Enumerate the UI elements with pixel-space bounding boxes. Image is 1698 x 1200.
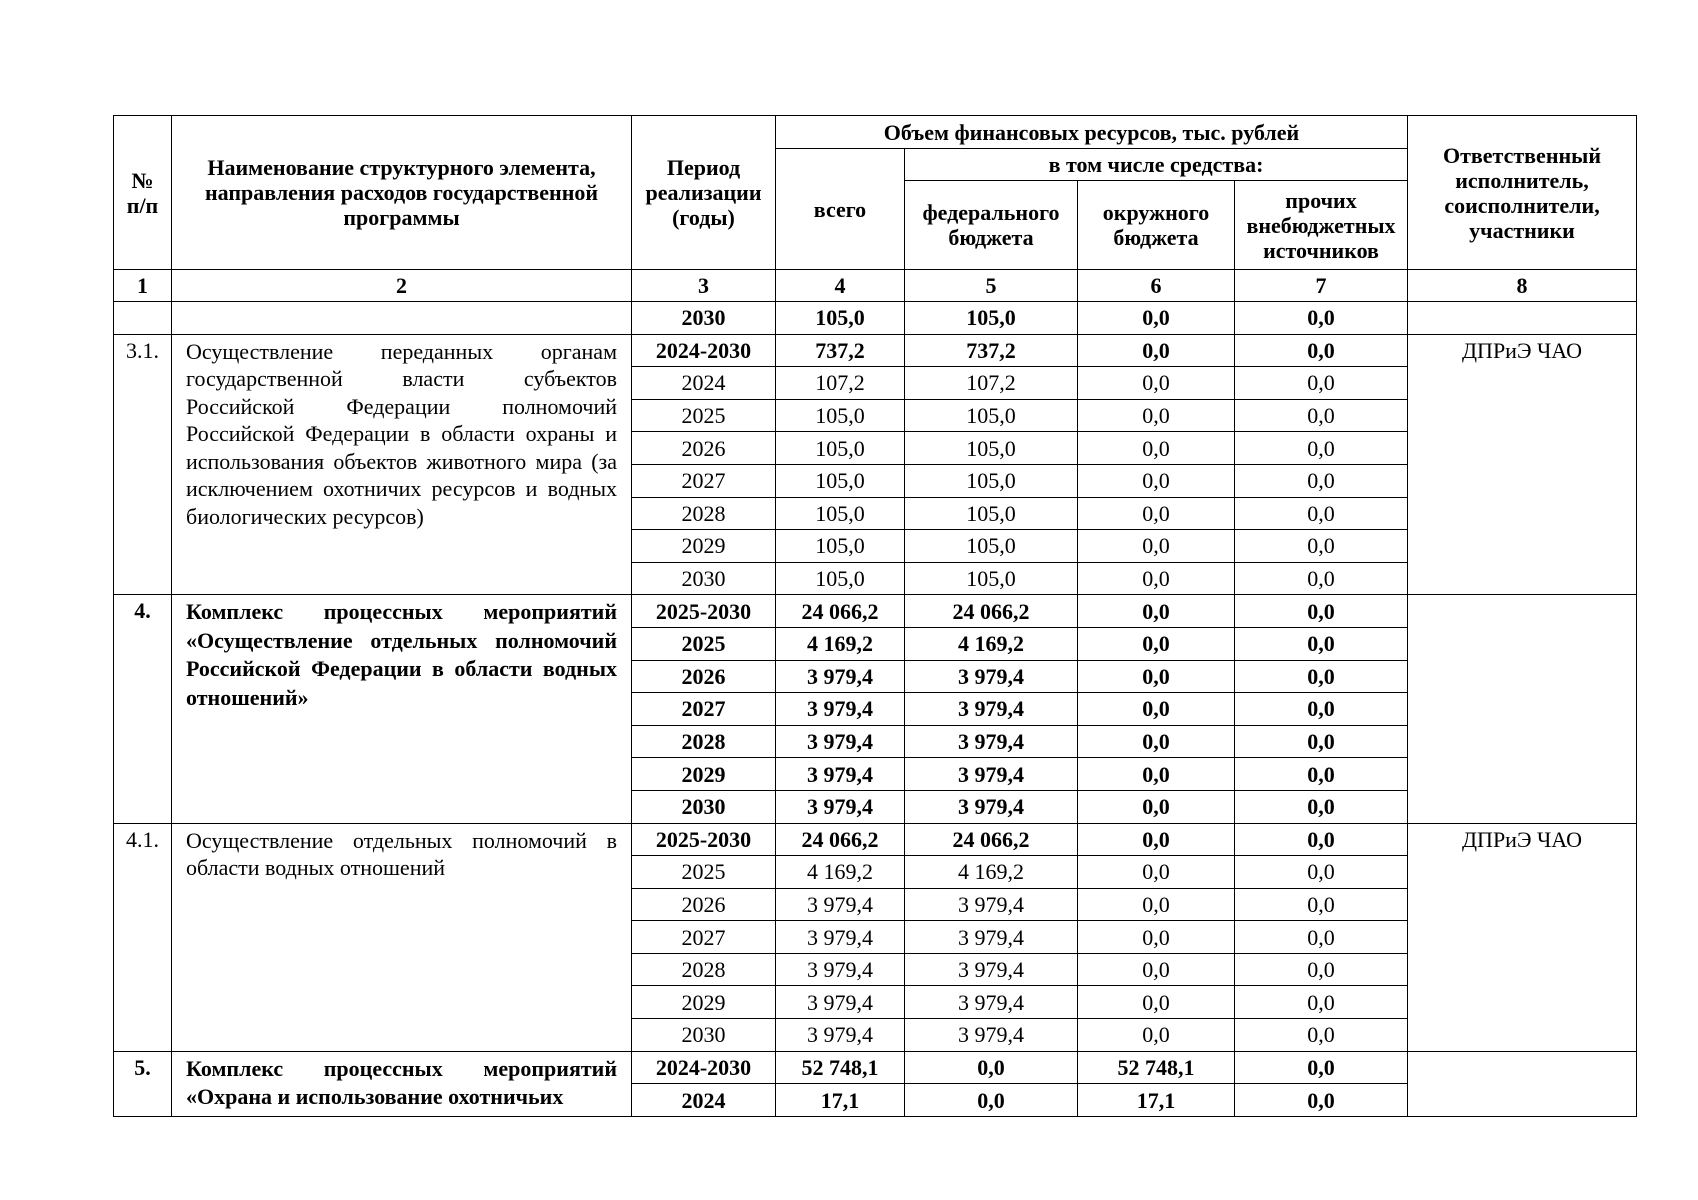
period-cell: 2030 bbox=[632, 302, 776, 335]
total-cell: 3 979,4 bbox=[776, 986, 905, 1019]
federal-cell: 3 979,4 bbox=[905, 888, 1078, 921]
header-total: всего bbox=[776, 149, 905, 270]
total-cell: 3 979,4 bbox=[776, 790, 905, 823]
federal-cell: 105,0 bbox=[905, 302, 1078, 335]
federal-cell: 3 979,4 bbox=[905, 660, 1078, 693]
total-cell: 52 748,1 bbox=[776, 1051, 905, 1084]
total-cell: 3 979,4 bbox=[776, 660, 905, 693]
district-cell: 0,0 bbox=[1078, 953, 1235, 986]
period-cell: 2025-2030 bbox=[632, 595, 776, 628]
other-cell: 0,0 bbox=[1235, 334, 1408, 367]
period-cell: 2025 bbox=[632, 399, 776, 432]
federal-cell: 105,0 bbox=[905, 562, 1078, 595]
period-cell: 2025-2030 bbox=[632, 823, 776, 856]
district-cell: 0,0 bbox=[1078, 856, 1235, 889]
district-cell: 0,0 bbox=[1078, 790, 1235, 823]
table-row bbox=[114, 823, 1637, 856]
district-cell: 0,0 bbox=[1078, 986, 1235, 1019]
period-cell: 2024 bbox=[632, 1084, 776, 1117]
responsible-executor bbox=[1408, 595, 1637, 823]
period-cell: 2027 bbox=[632, 921, 776, 954]
district-cell: 0,0 bbox=[1078, 921, 1235, 954]
col-number: 4 bbox=[776, 270, 905, 302]
row-number: 5. bbox=[114, 1051, 172, 1116]
district-cell: 0,0 bbox=[1078, 660, 1235, 693]
federal-cell: 105,0 bbox=[905, 497, 1078, 530]
district-cell: 0,0 bbox=[1078, 399, 1235, 432]
other-cell: 0,0 bbox=[1235, 399, 1408, 432]
header-period: Период реализации (годы) bbox=[632, 116, 776, 270]
other-cell: 0,0 bbox=[1235, 758, 1408, 791]
period-cell: 2026 bbox=[632, 660, 776, 693]
total-cell: 24 066,2 bbox=[776, 823, 905, 856]
other-cell: 0,0 bbox=[1235, 595, 1408, 628]
federal-cell: 4 169,2 bbox=[905, 627, 1078, 660]
other-cell: 0,0 bbox=[1235, 302, 1408, 335]
federal-cell: 3 979,4 bbox=[905, 986, 1078, 1019]
empty-cell bbox=[114, 302, 172, 335]
federal-cell: 105,0 bbox=[905, 432, 1078, 465]
district-cell: 0,0 bbox=[1078, 432, 1235, 465]
other-cell: 0,0 bbox=[1235, 888, 1408, 921]
financing-table bbox=[113, 115, 1637, 1117]
other-cell: 0,0 bbox=[1235, 986, 1408, 1019]
district-cell: 0,0 bbox=[1078, 823, 1235, 856]
total-cell: 105,0 bbox=[776, 464, 905, 497]
other-cell: 0,0 bbox=[1235, 367, 1408, 400]
other-cell: 0,0 bbox=[1235, 856, 1408, 889]
district-cell: 0,0 bbox=[1078, 595, 1235, 628]
period-cell: 2027 bbox=[632, 693, 776, 726]
district-cell: 0,0 bbox=[1078, 562, 1235, 595]
total-cell: 3 979,4 bbox=[776, 725, 905, 758]
element-name: Осуществление отдельных полномочий в области водных отношений bbox=[172, 823, 632, 1051]
col-number: 5 bbox=[905, 270, 1078, 302]
period-cell: 2030 bbox=[632, 562, 776, 595]
period-cell: 2026 bbox=[632, 888, 776, 921]
period-cell: 2024 bbox=[632, 367, 776, 400]
period-cell: 2025 bbox=[632, 856, 776, 889]
col-number: 2 bbox=[172, 270, 632, 302]
federal-cell: 105,0 bbox=[905, 464, 1078, 497]
header-name: Наименование структурного элемента, направления расходов государственной программы bbox=[172, 116, 632, 270]
total-cell: 105,0 bbox=[776, 497, 905, 530]
col-number: 1 bbox=[114, 270, 172, 302]
district-cell: 0,0 bbox=[1078, 530, 1235, 563]
period-cell: 2030 bbox=[632, 790, 776, 823]
table-row bbox=[114, 334, 1637, 367]
total-cell: 4 169,2 bbox=[776, 627, 905, 660]
federal-cell: 24 066,2 bbox=[905, 595, 1078, 628]
row-number: 4. bbox=[114, 595, 172, 823]
district-cell: 0,0 bbox=[1078, 758, 1235, 791]
federal-cell: 3 979,4 bbox=[905, 790, 1078, 823]
other-cell: 0,0 bbox=[1235, 660, 1408, 693]
period-cell: 2028 bbox=[632, 497, 776, 530]
period-cell: 2026 bbox=[632, 432, 776, 465]
other-cell: 0,0 bbox=[1235, 953, 1408, 986]
federal-cell: 4 169,2 bbox=[905, 856, 1078, 889]
other-cell: 0,0 bbox=[1235, 432, 1408, 465]
total-cell: 737,2 bbox=[776, 334, 905, 367]
federal-cell: 107,2 bbox=[905, 367, 1078, 400]
period-cell: 2025 bbox=[632, 627, 776, 660]
table-row bbox=[114, 595, 1637, 628]
total-cell: 105,0 bbox=[776, 302, 905, 335]
federal-cell: 3 979,4 bbox=[905, 953, 1078, 986]
district-cell: 0,0 bbox=[1078, 367, 1235, 400]
total-cell: 3 979,4 bbox=[776, 758, 905, 791]
other-cell: 0,0 bbox=[1235, 1051, 1408, 1084]
district-cell: 0,0 bbox=[1078, 302, 1235, 335]
other-cell: 0,0 bbox=[1235, 790, 1408, 823]
col-number: 8 bbox=[1408, 270, 1637, 302]
period-cell: 2027 bbox=[632, 464, 776, 497]
total-cell: 17,1 bbox=[776, 1084, 905, 1117]
other-cell: 0,0 bbox=[1235, 530, 1408, 563]
responsible-executor bbox=[1408, 1051, 1637, 1116]
total-cell: 3 979,4 bbox=[776, 1019, 905, 1052]
period-cell: 2024-2030 bbox=[632, 334, 776, 367]
federal-cell: 3 979,4 bbox=[905, 921, 1078, 954]
other-cell: 0,0 bbox=[1235, 562, 1408, 595]
district-cell: 0,0 bbox=[1078, 334, 1235, 367]
total-cell: 3 979,4 bbox=[776, 953, 905, 986]
total-cell: 105,0 bbox=[776, 399, 905, 432]
district-cell: 0,0 bbox=[1078, 693, 1235, 726]
district-cell: 0,0 bbox=[1078, 497, 1235, 530]
element-name: Комплекс процессных мероприятий «Охрана и использование охотничьих bbox=[172, 1051, 632, 1116]
other-cell: 0,0 bbox=[1235, 1019, 1408, 1052]
responsible-executor: ДПРиЭ ЧАО bbox=[1408, 823, 1637, 1051]
other-cell: 0,0 bbox=[1235, 823, 1408, 856]
total-cell: 105,0 bbox=[776, 562, 905, 595]
table-row bbox=[114, 302, 1637, 335]
district-cell: 0,0 bbox=[1078, 1019, 1235, 1052]
other-cell: 0,0 bbox=[1235, 725, 1408, 758]
other-cell: 0,0 bbox=[1235, 497, 1408, 530]
header-other: прочих внебюджетных источников bbox=[1235, 181, 1408, 270]
header-district: окружного бюджета bbox=[1078, 181, 1235, 270]
district-cell: 17,1 bbox=[1078, 1084, 1235, 1117]
period-cell: 2028 bbox=[632, 953, 776, 986]
federal-cell: 0,0 bbox=[905, 1051, 1078, 1084]
district-cell: 0,0 bbox=[1078, 627, 1235, 660]
federal-cell: 3 979,4 bbox=[905, 693, 1078, 726]
district-cell: 0,0 bbox=[1078, 725, 1235, 758]
district-cell: 52 748,1 bbox=[1078, 1051, 1235, 1084]
row-number: 3.1. bbox=[114, 334, 172, 595]
total-cell: 3 979,4 bbox=[776, 888, 905, 921]
total-cell: 105,0 bbox=[776, 432, 905, 465]
other-cell: 0,0 bbox=[1235, 921, 1408, 954]
header-federal: федерального бюджета bbox=[905, 181, 1078, 270]
federal-cell: 24 066,2 bbox=[905, 823, 1078, 856]
federal-cell: 3 979,4 bbox=[905, 725, 1078, 758]
federal-cell: 0,0 bbox=[905, 1084, 1078, 1117]
element-name: Комплекс процессных мероприятий «Осуществление отдельных полномочий Российской Федерации в области водных отношений» bbox=[172, 595, 632, 823]
period-cell: 2030 bbox=[632, 1019, 776, 1052]
total-cell: 105,0 bbox=[776, 530, 905, 563]
total-cell: 107,2 bbox=[776, 367, 905, 400]
period-cell: 2024-2030 bbox=[632, 1051, 776, 1084]
header-responsible: Ответственный исполнитель, соисполнители, участники bbox=[1408, 116, 1637, 270]
other-cell: 0,0 bbox=[1235, 464, 1408, 497]
period-cell: 2029 bbox=[632, 758, 776, 791]
district-cell: 0,0 bbox=[1078, 464, 1235, 497]
total-cell: 4 169,2 bbox=[776, 856, 905, 889]
federal-cell: 737,2 bbox=[905, 334, 1078, 367]
header-num: № п/п bbox=[114, 116, 172, 270]
col-number: 6 bbox=[1078, 270, 1235, 302]
header-including: в том числе средства: bbox=[905, 149, 1408, 181]
total-cell: 3 979,4 bbox=[776, 921, 905, 954]
element-name: Осуществление переданных органам государственной власти субъектов Российской Федерации полномочий Российской Федерации в области охраны и использования объектов животного мира (за исключением охотничих ресурсов и водных биологических ресурсов) bbox=[172, 334, 632, 595]
period-cell: 2029 bbox=[632, 986, 776, 1019]
other-cell: 0,0 bbox=[1235, 693, 1408, 726]
other-cell: 0,0 bbox=[1235, 1084, 1408, 1117]
period-cell: 2028 bbox=[632, 725, 776, 758]
header-volume: Объем финансовых ресурсов, тыс. рублей bbox=[776, 116, 1408, 149]
district-cell: 0,0 bbox=[1078, 888, 1235, 921]
total-cell: 3 979,4 bbox=[776, 693, 905, 726]
other-cell: 0,0 bbox=[1235, 627, 1408, 660]
empty-cell bbox=[1408, 302, 1637, 335]
column-numbers-row bbox=[114, 270, 1637, 302]
responsible-executor: ДПРиЭ ЧАО bbox=[1408, 334, 1637, 595]
total-cell: 24 066,2 bbox=[776, 595, 905, 628]
federal-cell: 3 979,4 bbox=[905, 758, 1078, 791]
row-number: 4.1. bbox=[114, 823, 172, 1051]
federal-cell: 105,0 bbox=[905, 530, 1078, 563]
col-number: 7 bbox=[1235, 270, 1408, 302]
col-number: 3 bbox=[632, 270, 776, 302]
federal-cell: 105,0 bbox=[905, 399, 1078, 432]
table-row bbox=[114, 1051, 1637, 1084]
empty-cell bbox=[172, 302, 632, 335]
federal-cell: 3 979,4 bbox=[905, 1019, 1078, 1052]
period-cell: 2029 bbox=[632, 530, 776, 563]
